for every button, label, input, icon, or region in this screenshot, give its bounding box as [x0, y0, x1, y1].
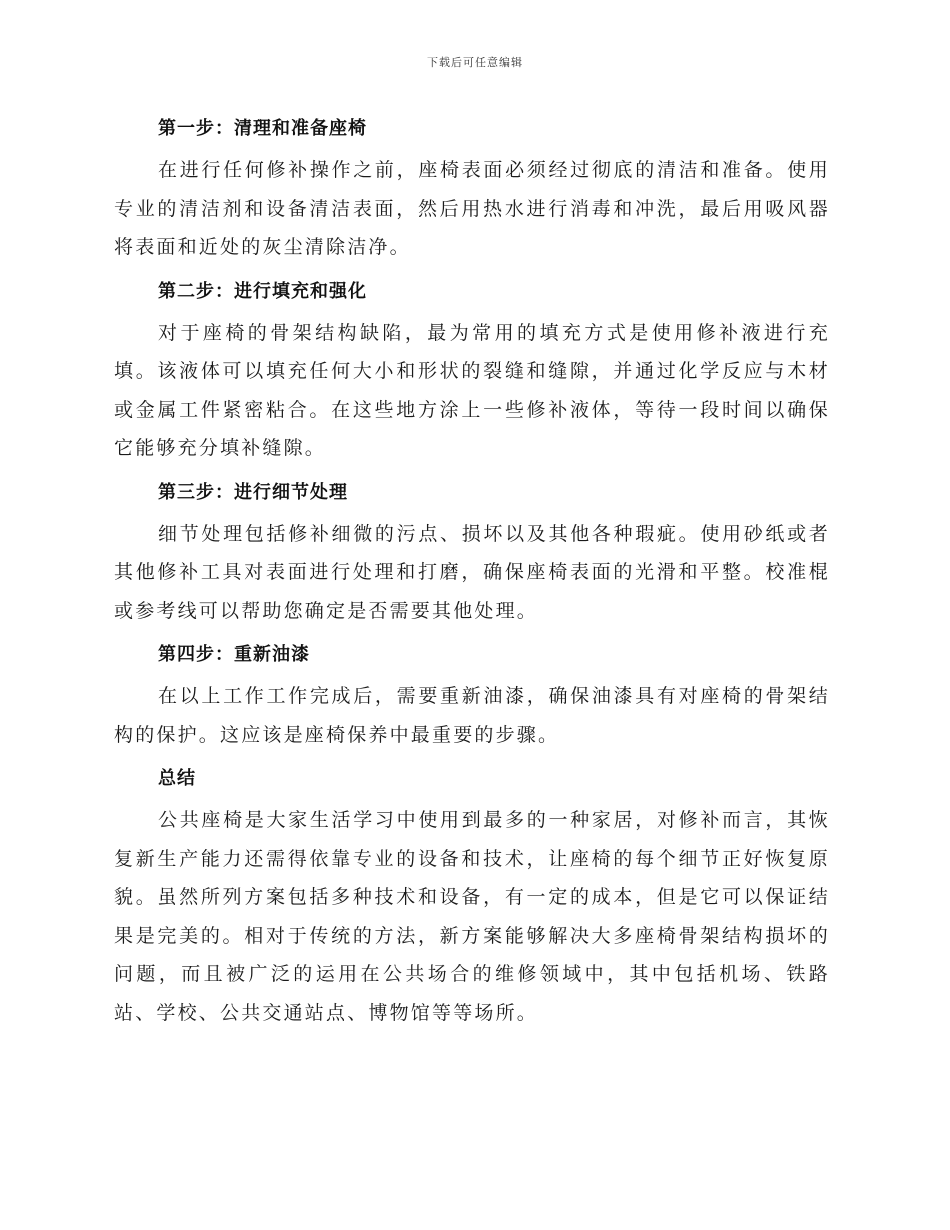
section-heading-summary: 总结 [158, 768, 196, 789]
page-header: 下载后可任意编辑 [427, 56, 523, 69]
section-paragraph-step-4: 在以上工作工作完成后，需要重新油漆，确保油漆具有对座椅的骨架结构的保护。这应该是座椅保养中最重要的步骤。 [114, 685, 830, 746]
section-heading-step-2: 第二步：进行填充和强化 [158, 280, 367, 302]
section-heading-step-3: 第三步：进行细节处理 [158, 481, 348, 503]
section-heading-step-4: 第四步：重新油漆 [158, 644, 310, 665]
section-paragraph-step-1: 在进行任何修补操作之前，座椅表面必须经过彻底的清洁和准备。使用专业的清洁剂和设备清洁表面，然后用热水进行消毒和冲洗，最后用吸风器将表面和近处的灰尘清除洁净。 [114, 159, 830, 258]
section-heading-step-1: 第一步：清理和准备座椅 [158, 118, 367, 139]
section-paragraph-summary: 公共座椅是大家生活学习中使用到最多的一种家居，对修补而言，其恢复新生产能力还需得依靠专业的设备和技术，让座椅的每个细节正好恢复原貌。虽然所列方案包括多种技术和设备，有一定的成本，但是它可以保证结果是完美的。相对于传统的方法，新方案能够解决大多座椅骨架结构损坏的问题，而且被广泛的运用在公共场合的维修领域中，其中包括机场、铁路站、学校、公共交通站点、博物馆等等场所。 [114, 809, 830, 1024]
section-paragraph-step-3: 细节处理包括修补细微的污点、损坏以及其他各种瑕疵。使用砂纸或者其他修补工具对表面进行处理和打磨，确保座椅表面的光滑和平整。校准棍或参考线可以帮助您确定是否需要其他处理。 [114, 522, 830, 622]
section-paragraph-step-2: 对于座椅的骨架结构缺陷，最为常用的填充方式是使用修补液进行充填。该液体可以填充任何大小和形状的裂缝和缝隙，并通过化学反应与木材或金属工件紧密粘合。在这些地方涂上一些修补液体，等待一段时间以确保它能够充分填补缝隙。 [114, 321, 830, 459]
document-body [114, 110, 830, 1038]
